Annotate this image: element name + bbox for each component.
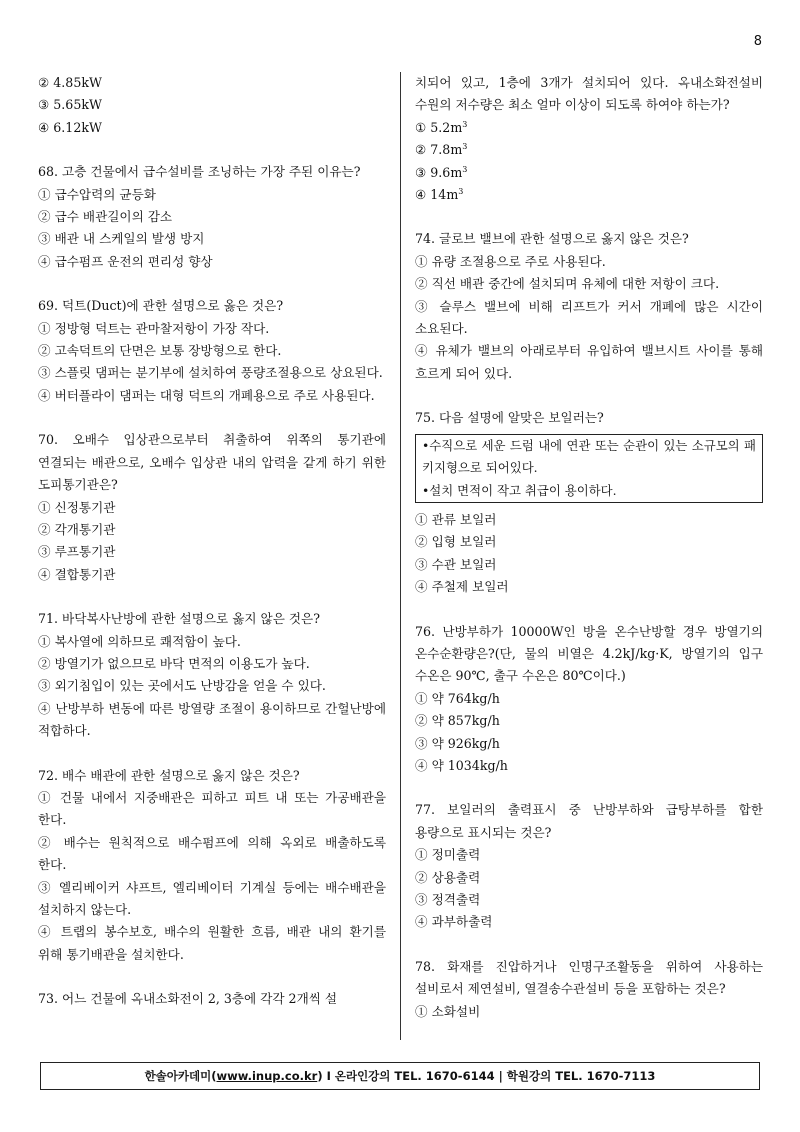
question-stem: 77. 보일러의 출력표시 중 난방부하와 급탕부하를 합한 용량으로 표시되는 것은? [415, 802, 763, 840]
option: ② 각개통기관 [38, 521, 116, 537]
question-76 [415, 621, 763, 778]
option: ③ 루프통기관 [38, 544, 116, 560]
option: ① 유량 조절용으로 주로 사용된다. [415, 253, 606, 269]
question-stem: 73. 어느 건물에 옥내소화전이 2, 3층에 각각 2개씩 설 [38, 991, 338, 1007]
option: ① 복사열에 의하므로 쾌적함이 높다. [38, 633, 241, 649]
option: ③ 엘리베이커 샤프트, 엘리베이터 기계실 등에는 배수배관을 설치하지 않는다. [38, 879, 386, 917]
option [415, 117, 763, 139]
superscript: 3 [458, 186, 464, 196]
question-73-start [38, 988, 386, 1010]
option [415, 139, 763, 161]
right-column [415, 72, 763, 1045]
option: ④ 과부하출력 [415, 914, 493, 930]
option: ① 건물 내에서 지중배관은 피하고 피트 내 또는 가공배관을 한다. [38, 789, 386, 828]
option: ② 상용출력 [415, 869, 481, 885]
question-stem: 78. 화재를 진압하거나 인명구조활동을 위하여 사용하는 설비로서 제연설비, 열결송수관설비 등을 포함하는 것은? [415, 958, 763, 997]
question-stem: 75. 다음 설명에 알맞은 보일러는? [415, 410, 604, 426]
option: ② 방열기가 없으므로 바닥 면적의 이용도가 높다. [38, 655, 310, 671]
option: ② 고속덕트의 단면은 보통 장방형으로 한다. [38, 343, 282, 359]
option: ① 관류 보일러 [415, 511, 497, 527]
question-stem: 70. 오배수 입상관으로부터 취출하여 위쪽의 통기관에 연결되는 배관으로, 오배수 입상관 내의 압력을 같게 하기 위한 도피통기관은? [38, 432, 386, 493]
option: ④ 난방부하 변동에 따른 방열량 조절이 용이하므로 간헐난방에 적합하다. [38, 700, 386, 739]
question-stem: 74. 글로브 밸브에 관한 설명으로 옳지 않은 것은? [415, 231, 689, 247]
option: ④ 버터플라이 댐퍼는 대형 덕트의 개폐용으로 주로 사용된다. [38, 387, 375, 403]
question-stem: 76. 난방부하가 10000W인 방을 온수난방할 경우 방열기의 온수순환량은?(단, 물의 비열은 4.2kJ/kg·K, 방열기의 입구 수온은 90℃, 출구 수온은 80℃이다.) [415, 623, 763, 684]
question-stem: 72. 배수 배관에 관한 설명으로 옳지 않은 것은? [38, 767, 300, 783]
option: ② 배수는 원칙적으로 배수펌프에 의해 옥외로 배출하도록 한다. [38, 834, 386, 873]
question-75 [415, 407, 763, 598]
option: ① 정방형 덕트는 관마찰저항이 가장 작다. [38, 320, 270, 336]
option-text: ② 7.8m [415, 142, 463, 158]
option: ② 약 857kg/h [415, 713, 500, 729]
option: ③ 수관 보일러 [415, 556, 497, 572]
option: ③ 정격출력 [415, 892, 481, 907]
option: ④ 약 1034kg/h [415, 757, 508, 773]
left-column [38, 72, 386, 1033]
option: ① 소화설비 [415, 1003, 481, 1019]
description-box [415, 434, 763, 503]
question-68 [38, 161, 386, 273]
footer-academy: 한솔아카데미( [144, 1069, 217, 1083]
footer-banner [40, 1062, 760, 1090]
option: ④ 유체가 밸브의 아래로부터 유입하여 밸브시트 사이를 통해 흐르게 되어 있다. [415, 343, 763, 381]
box-line: •설치 면적이 작고 취급이 용이하다. [422, 482, 617, 498]
superscript: 3 [462, 119, 468, 129]
superscript: 3 [462, 142, 468, 152]
question-77 [415, 799, 763, 933]
question-72 [38, 765, 386, 967]
option: ① 정미출력 [415, 847, 481, 863]
question-67-tail [38, 72, 386, 139]
option: ② 직선 배관 중간에 설치되며 유체에 대한 저항이 크다. [415, 276, 720, 292]
option: ③ 슬루스 밸브에 비해 리프트가 커서 개폐에 많은 시간이 소요된다. [415, 298, 763, 337]
footer-link[interactable]: www.inup.co.kr [216, 1069, 318, 1083]
column-divider [400, 72, 401, 1040]
question-stem: 71. 바닥복사난방에 관한 설명으로 옳지 않은 것은? [38, 611, 320, 627]
option-text: ① 5.2m [415, 119, 463, 135]
option: ③ 외기침입이 있는 곳에서도 난방감을 얻을 수 있다. [38, 678, 326, 694]
page-number: 8 [753, 34, 762, 49]
question-70 [38, 429, 386, 586]
option-text: ③ 9.6m [415, 164, 463, 180]
question-78 [415, 956, 763, 1023]
superscript: 3 [462, 164, 468, 174]
question-71 [38, 608, 386, 742]
option: ③ 배관 내 스케일의 발생 방지 [38, 231, 205, 247]
option: ④ 결합통기관 [38, 566, 116, 582]
option: ① 약 764kg/h [415, 690, 500, 706]
question-73-continued [415, 72, 763, 206]
option: ④ 트랩의 봉수보호, 배수의 원활한 흐름, 배관 내의 환기를 위해 통기배관을 설치한다. [38, 924, 386, 962]
option [415, 162, 763, 184]
option: ① 신정통기관 [38, 499, 116, 515]
question-74 [415, 228, 763, 385]
question-stem: 68. 고층 건물에서 급수설비를 조닝하는 가장 주된 이유는? [38, 164, 361, 180]
question-69 [38, 295, 386, 407]
question-stem: 69. 덕트(Duct)에 관한 설명으로 옳은 것은? [38, 298, 284, 314]
option: ④ 급수펌프 운전의 편리성 향상 [38, 253, 213, 269]
option: ② 4.85kW [38, 75, 102, 90]
option: ② 급수 배관길이의 감소 [38, 209, 173, 225]
box-line: •수직으로 세운 드럼 내에 연관 또는 순관이 있는 소규모의 패키지형으로 되어있다. [422, 437, 756, 476]
option-text: ④ 14m [415, 187, 459, 203]
footer-contact: ) I 온라인강의 TEL. 1670-6144 | 학원강의 TEL. 1670-7113 [317, 1069, 656, 1083]
option: ③ 약 926kg/h [415, 735, 500, 751]
question-stem: 치되어 있고, 1층에 3개가 설치되어 있다. 옥내소화전설비 수원의 저수량은 최소 얼마 이상이 되도록 하여야 하는가? [415, 75, 763, 113]
option: ④ 주철제 보일러 [415, 579, 509, 595]
option: ③ 5.65kW [38, 97, 102, 113]
option: ② 입형 보일러 [415, 534, 497, 550]
option: ① 급수압력의 균등화 [38, 186, 156, 202]
option: ④ 6.12kW [38, 119, 102, 135]
option: ③ 스플릿 댐퍼는 분기부에 설치하여 풍량조절용으로 상요된다. [38, 365, 383, 381]
option [415, 184, 763, 206]
